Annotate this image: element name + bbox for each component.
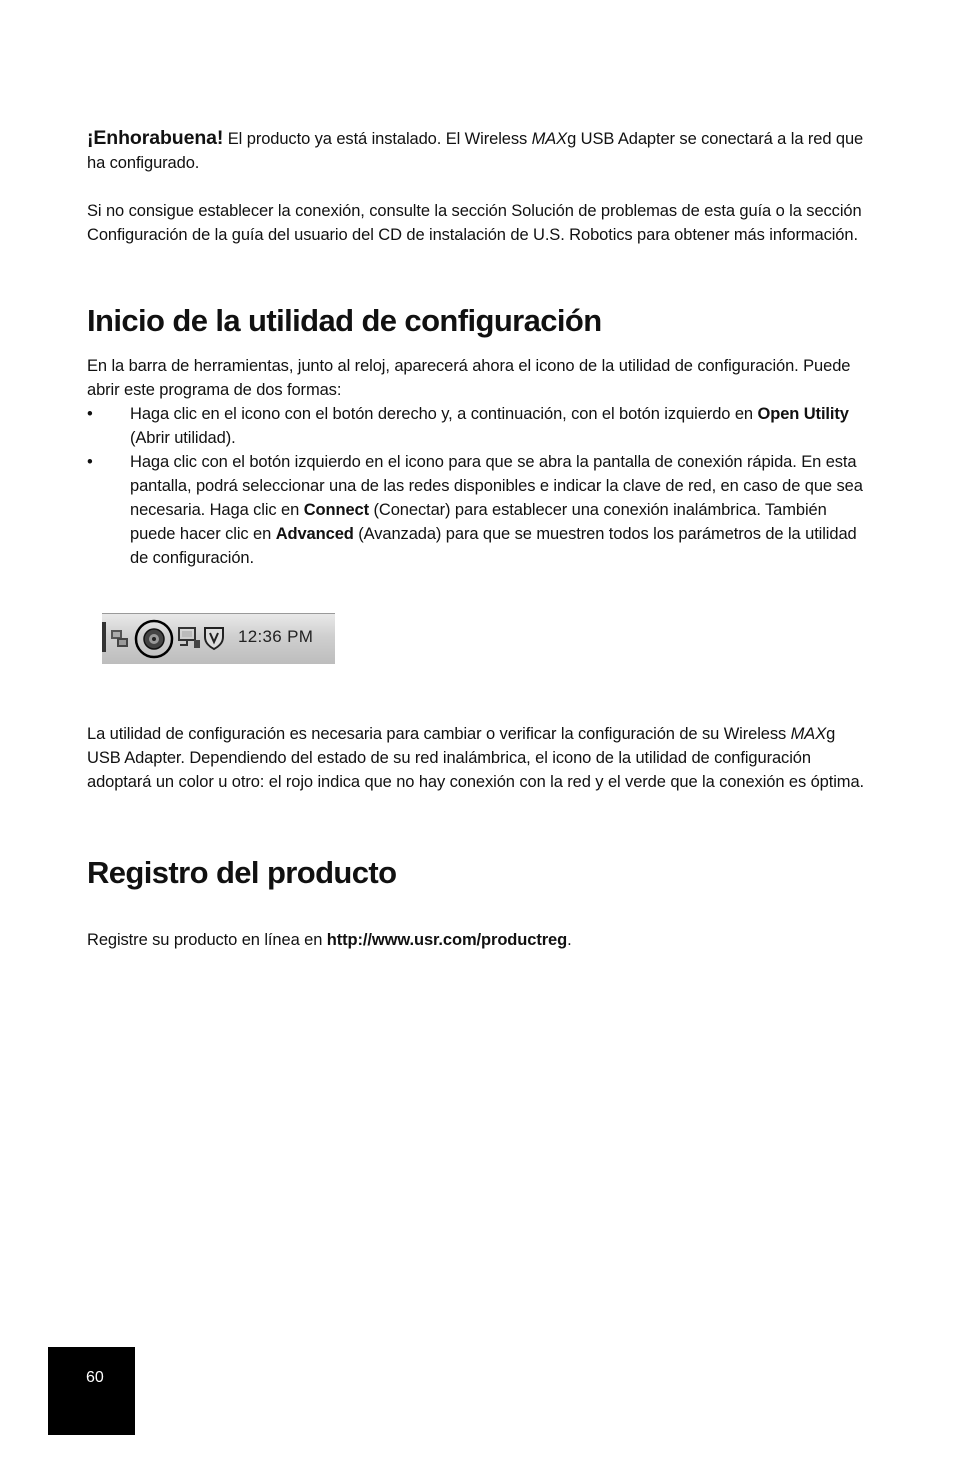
utility-intro-paragraph: En la barra de herramientas, junto al reloj, aparecerá ahora el icono de la utilidad de configuración. Puede abrir este programa de dos formas: [87, 357, 851, 399]
tray-edge [102, 622, 106, 652]
system-tray-screenshot [102, 613, 335, 664]
config-text-1: La utilidad de configuración es necesaria para cambiar o verificar la configuración de su Wireless [87, 725, 791, 743]
help-paragraph: Si no consigue establecer la conexión, consulte la sección Solución de problemas de esta guía o la sección Configuración de la guía del usuario del CD de instalación de U.S. Robotics para obtener más información. [87, 202, 862, 244]
register-paragraph [87, 928, 867, 952]
congrats-paragraph [87, 126, 867, 175]
page-body [87, 126, 867, 952]
options-list [87, 402, 867, 570]
bullet2-text-3: (Avanzada) para que se muestren todos los parámetros de la utilidad de configuración. [130, 525, 857, 567]
page-number-box [48, 1347, 135, 1435]
open-utility-label: Open Utility [757, 405, 849, 423]
tray-clock[interactable]: 12:36 PM [238, 627, 314, 646]
list-item [87, 450, 867, 570]
bullet-marker: • [87, 453, 93, 471]
congrats-lead: ¡Enhorabuena! [87, 127, 224, 149]
config-paragraph [87, 722, 867, 794]
list-item [87, 402, 867, 450]
display-icon [176, 625, 202, 651]
bullet-marker: • [87, 405, 93, 423]
register-text-1: Registre su producto en línea en [87, 931, 327, 949]
page-number: 60 [86, 1369, 104, 1386]
congrats-text-1: El producto ya está instalado. El Wireless [223, 130, 532, 148]
brand-italic: MAX [790, 725, 827, 743]
config-text-2: g USB Adapter. Dependiendo del estado de su red inalámbrica, el icono de la utilidad de configuración adoptará un color u otro: el rojo indica que no hay conexión con la red y el verde que la conexión es óptima. [87, 725, 865, 791]
section-heading-utility: Inicio de la utilidad de configuración [87, 303, 602, 338]
shield-icon [203, 625, 225, 651]
advanced-label: Advanced [275, 525, 354, 543]
network-icon [109, 626, 131, 650]
congrats-text-2: g USB Adapter se conectará a la red que ha configurado. [87, 130, 864, 172]
register-url-link[interactable]: http://www.usr.com/productreg [326, 931, 568, 949]
brand-italic: MAX [531, 130, 568, 148]
connect-label: Connect [303, 501, 370, 519]
register-text-2: . [567, 931, 572, 949]
bullet2-text-1: Haga clic con el botón izquierdo en el icono para que se abra la pantalla de conexión rápida. En esta pantalla, podrá seleccionar una de las redes disponibles e indicar la clave de red, en caso de que sea necesaria. Haga clic en [130, 453, 863, 519]
utility-icon[interactable] [132, 615, 178, 663]
bullet1-text-2: (Abrir utilidad). [130, 429, 236, 447]
section-heading-register: Registro del producto [87, 855, 397, 890]
bullet2-text-2: (Conectar) para establecer una conexión inalámbrica. También puede hacer clic en [130, 501, 827, 543]
bullet1-text-1: Haga clic en el icono con el botón derecho y, a continuación, con el botón izquierdo en [130, 405, 758, 423]
